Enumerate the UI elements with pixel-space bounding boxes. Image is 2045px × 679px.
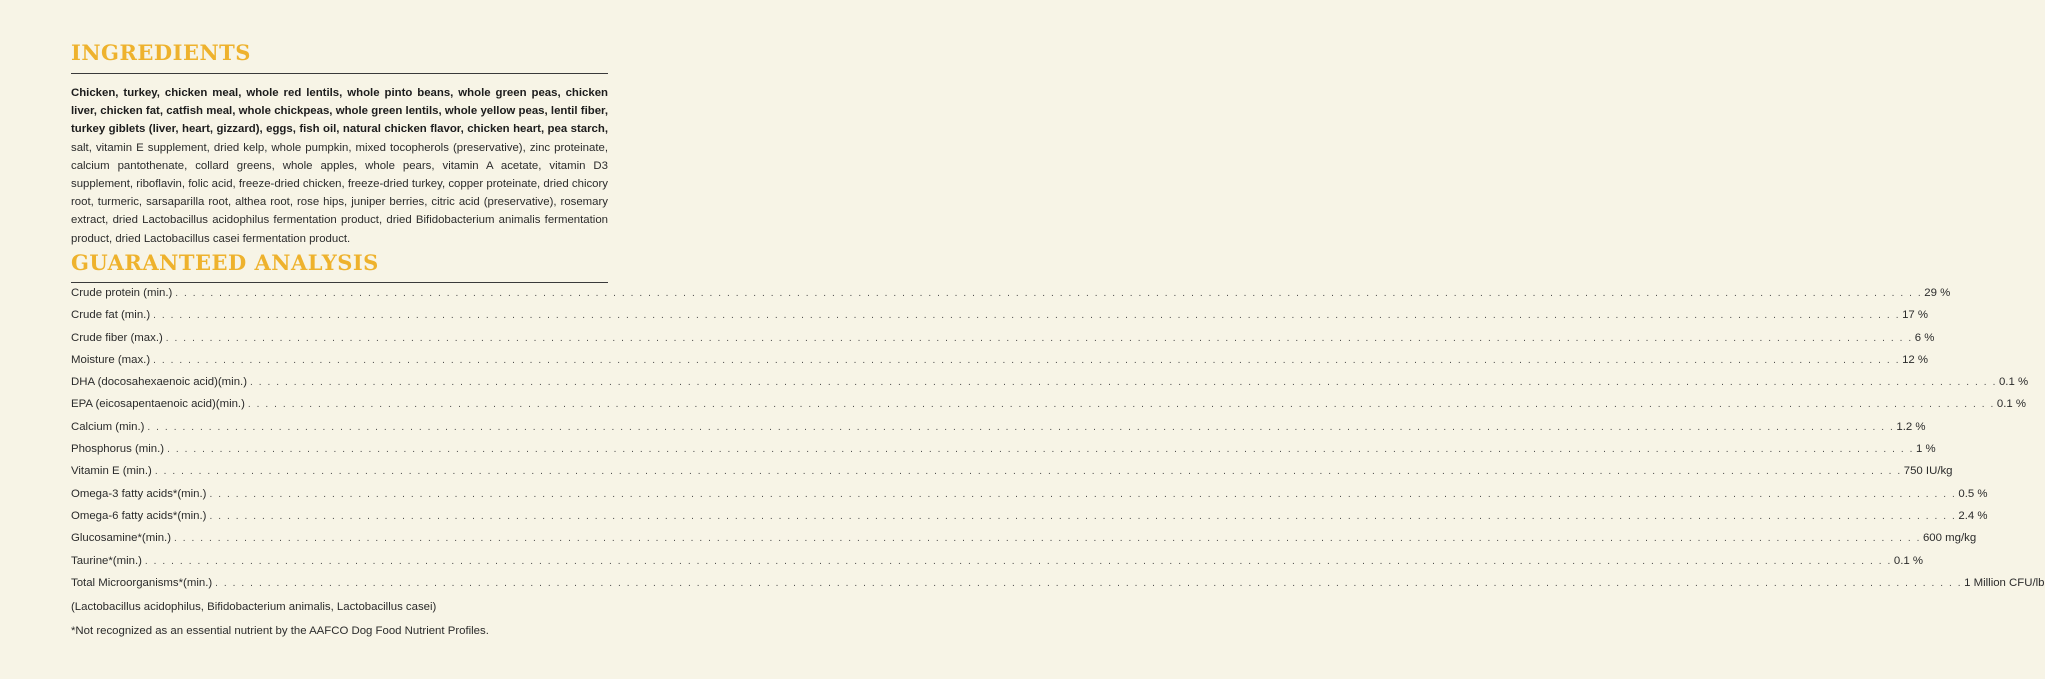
dot-leader: . . . . . . . . . . . . . . . . . . . . . . . . . . . . . . . . . . . . . . . . . . . . . . . . . . . . . . . . . . . . . . . . . . . . . . . . . . . . . . . . . . . . . . . . . . . . . . . . . . . . . . . . . . . . . . . . . . . . . . . . . . . . . . . . . . . . . . . . . . . . . . . . . . . . . . . . . . . . . . . . . . . . . . . . . . . . . . . . . . . . . . . . . . . . . . . . . . . . . . . . [153,310,1901,322]
nutrient-value: 2.4 % [1958,509,1988,522]
dot-leader: . . . . . . . . . . . . . . . . . . . . . . . . . . . . . . . . . . . . . . . . . . . . . . . . . . . . . . . . . . . . . . . . . . . . . . . . . . . . . . . . . . . . . . . . . . . . . . . . . . . . . . . . . . . . . . . . . . . . . . . . . . . . . . . . . . . . . . . . . . . . . . . . . . . . . . . . . . . . . . . . . . . . . . . . . . . . . . . . . . . . . . . . . . . . . . . . . . . . . . . . [147,421,1895,433]
dot-leader: . . . . . . . . . . . . . . . . . . . . . . . . . . . . . . . . . . . . . . . . . . . . . . . . . . . . . . . . . . . . . . . . . . . . . . . . . . . . . . . . . . . . . . . . . . . . . . . . . . . . . . . . . . . . . . . . . . . . . . . . . . . . . . . . . . . . . . . . . . . . . . . . . . . . . . . . . . . . . . . . . . . . . . . . . . . . . . . . . . . . . . . . . . . . . . . . . . . . . . . . [209,488,1957,500]
nutrient-value: 1 % [1916,443,1936,456]
aafco-footnote: *Not recognized as an essential nutrient by the AAFCO Dog Food Nutrient Profiles. [71,625,489,637]
nutrient-name: EPA (eicosapentaenoic acid)(min.) [71,398,245,411]
nutrient-name: DHA (docosahexaenoic acid)(min.) [71,376,247,389]
dot-leader: . . . . . . . . . . . . . . . . . . . . . . . . . . . . . . . . . . . . . . . . . . . . . . . . . . . . . . . . . . . . . . . . . . . . . . . . . . . . . . . . . . . . . . . . . . . . . . . . . . . . . . . . . . . . . . . . . . . . . . . . . . . . . . . . . . . . . . . . . . . . . . . . . . . . . . . . . . . . . . . . . . . . . . . . . . . . . . . . . . . . . . . . . . . . . . . . . . . . . . . . [165,332,1913,344]
nutrient-name: Glucosamine*(min.) [71,532,172,545]
table-row [71,465,1953,487]
ingredients-list [71,84,608,248]
nutrient-name: Taurine*(min.) [71,554,142,567]
dot-leader: . . . . . . . . . . . . . . . . . . . . . . . . . . . . . . . . . . . . . . . . . . . . . . . . . . . . . . . . . . . . . . . . . . . . . . . . . . . . . . . . . . . . . . . . . . . . . . . . . . . . . . . . . . . . . . . . . . . . . . . . . . . . . . . . . . . . . . . . . . . . . . . . . . . . . . . . . . . . . . . . . . . . . . . . . . . . . . . . . . . . . . . . . . . . . . . . . . . . . . . . [250,377,1997,389]
nutrient-name: Crude protein (min.) [71,287,173,299]
table-row [71,509,1988,532]
nutrient-value: 29 % [1924,287,1951,299]
nutrient-value: 0.1 % [1893,554,1923,567]
nutrient-value: 17 % [1902,309,1929,322]
nutrient-value: 0.1 % [1996,398,2026,411]
nutrient-value: 0.5 % [1958,487,1988,500]
analysis-divider [71,282,608,283]
ingredients-secondary: salt, vitamin E supplement, dried kelp, whole pumpkin, mixed tocopherols (preservative), zinc proteinate, calcium pantothenate, collard greens, whole apples, whole pears, vitamin A acetate, vitamin D3 supplement, riboflavin, folic acid, freeze-dried chicken, freeze-dried turkey, copper proteinate, dried chicory root, turmeric, sarsaparilla root, althea root, rose hips, juniper berries, citric acid (preservative), rosemary extract, dried Lactobacillus acidophilus fermentation product, dried Bifidobacterium animalis fermentation product, dried Lactobacillus casei fermentation product. [71,141,608,245]
dot-leader: . . . . . . . . . . . . . . . . . . . . . . . . . . . . . . . . . . . . . . . . . . . . . . . . . . . . . . . . . . . . . . . . . . . . . . . . . . . . . . . . . . . . . . . . . . . . . . . . . . . . . . . . . . . . . . . . . . . . . . . . . . . . . . . . . . . . . . . . . . . . . . . . . . . . . . . . . . . . . . . . . . . . . . . . . . . . . . . . . . . . . . . . . . . . . . . . . . . . . . . . [153,354,1901,366]
nutrient-name: Phosphorus (min.) [71,443,165,456]
dot-leader: . . . . . . . . . . . . . . . . . . . . . . . . . . . . . . . . . . . . . . . . . . . . . . . . . . . . . . . . . . . . . . . . . . . . . . . . . . . . . . . . . . . . . . . . . . . . . . . . . . . . . . . . . . . . . . . . . . . . . . . . . . . . . . . . . . . . . . . . . . . . . . . . . . . . . . . . . . . . . . . . . . . . . . . . . . . . . . . . . . . . . . . . . . . . . . . . . . . . . . . . [215,577,1963,589]
guaranteed-analysis-heading: GUARANTEED ANALYSIS [71,250,379,275]
dot-leader: . . . . . . . . . . . . . . . . . . . . . . . . . . . . . . . . . . . . . . . . . . . . . . . . . . . . . . . . . . . . . . . . . . . . . . . . . . . . . . . . . . . . . . . . . . . . . . . . . . . . . . . . . . . . . . . . . . . . . . . . . . . . . . . . . . . . . . . . . . . . . . . . . . . . . . . . . . . . . . . . . . . . . . . . . . . . . . . . . . . . . . . . . . . . . . . . . . . . . . . . [174,533,1921,545]
table-row [71,487,1988,510]
nutrient-name: Calcium (min.) [71,420,145,433]
table-row [71,554,1923,577]
table-row [71,309,1929,331]
ingredients-primary: Chicken, turkey, chicken meal, whole red lentils, whole pinto beans, whole green peas, chicken liver, chicken fat, catfish meal, whole chickpeas, whole green lentils, whole yellow peas, lentil fiber, turkey giblets (liver, heart, gizzard), eggs, fish oil, natural chicken flavor, chicken heart, pea starch, [71,87,608,136]
table-row [71,576,2045,599]
nutrient-value: 12 % [1902,353,1929,366]
nutrient-name: Moisture (max.) [71,353,151,366]
nutrient-value: 0.1 % [1998,376,2029,389]
dot-leader: . . . . . . . . . . . . . . . . . . . . . . . . . . . . . . . . . . . . . . . . . . . . . . . . . . . . . . . . . . . . . . . . . . . . . . . . . . . . . . . . . . . . . . . . . . . . . . . . . . . . . . . . . . . . . . . . . . . . . . . . . . . . . . . . . . . . . . . . . . . . . . . . . . . . . . . . . . . . . . . . . . . . . . . . . . . . . . . . . . . . . . . . . . . . . . . . . . . . . . . . [247,399,1995,411]
table-row [71,420,1926,443]
dot-leader: . . . . . . . . . . . . . . . . . . . . . . . . . . . . . . . . . . . . . . . . . . . . . . . . . . . . . . . . . . . . . . . . . . . . . . . . . . . . . . . . . . . . . . . . . . . . . . . . . . . . . . . . . . . . . . . . . . . . . . . . . . . . . . . . . . . . . . . . . . . . . . . . . . . . . . . . . . . . . . . . . . . . . . . . . . . . . . . . . . . . . . . . . . . . . . . . . . . . . . . . [167,444,1915,456]
nutrient-value: 6 % [1914,331,1935,344]
dot-leader: . . . . . . . . . . . . . . . . . . . . . . . . . . . . . . . . . . . . . . . . . . . . . . . . . . . . . . . . . . . . . . . . . . . . . . . . . . . . . . . . . . . . . . . . . . . . . . . . . . . . . . . . . . . . . . . . . . . . . . . . . . . . . . . . . . . . . . . . . . . . . . . . . . . . . . . . . . . . . . . . . . . . . . . . . . . . . . . . . . . . . . . . . . . . . . . . . . . . . . . . [154,466,1902,478]
ingredients-heading: INGREDIENTS [71,40,251,65]
nutrient-name: Crude fiber (max.) [71,331,163,344]
nutrient-name: Omega-3 fatty acids*(min.) [71,487,207,500]
table-row [71,398,2026,420]
nutrient-value: 600 mg/kg [1922,532,1977,545]
nutrient-name: Omega-6 fatty acids*(min.) [71,509,207,522]
nutrient-value: 1.2 % [1896,420,1926,433]
organisms-note: (Lactobacillus acidophilus, Bifidobacterium animalis, Lactobacillus casei) [71,601,437,613]
table-row [71,331,1935,354]
dot-leader: . . . . . . . . . . . . . . . . . . . . . . . . . . . . . . . . . . . . . . . . . . . . . . . . . . . . . . . . . . . . . . . . . . . . . . . . . . . . . . . . . . . . . . . . . . . . . . . . . . . . . . . . . . . . . . . . . . . . . . . . . . . . . . . . . . . . . . . . . . . . . . . . . . . . . . . . . . . . . . . . . . . . . . . . . . . . . . . . . . . . . . . . . . . . . . . . . . . . . . . . [144,555,1892,567]
nutrient-value: 750 IU/kg [1903,465,1953,478]
ingredients-divider [71,73,608,74]
table-row [71,532,1977,554]
nutrient-name: Crude fat (min.) [71,309,151,322]
table-row [71,443,1936,465]
table-row [71,376,2029,398]
nutrient-value: 1 Million CFU/lb [1964,576,2045,589]
nutrient-name: Vitamin E (min.) [71,465,152,478]
analysis-table [71,287,2045,599]
dot-leader: . . . . . . . . . . . . . . . . . . . . . . . . . . . . . . . . . . . . . . . . . . . . . . . . . . . . . . . . . . . . . . . . . . . . . . . . . . . . . . . . . . . . . . . . . . . . . . . . . . . . . . . . . . . . . . . . . . . . . . . . . . . . . . . . . . . . . . . . . . . . . . . . . . . . . . . . . . . . . . . . . . . . . . . . . . . . . . . . . . . . . . . . . . . . . . . . . . . . . . . . [175,288,1923,299]
table-row [71,287,1951,309]
table-row [71,353,1929,376]
nutrient-name: Total Microorganisms*(min.) [71,576,213,589]
dot-leader: . . . . . . . . . . . . . . . . . . . . . . . . . . . . . . . . . . . . . . . . . . . . . . . . . . . . . . . . . . . . . . . . . . . . . . . . . . . . . . . . . . . . . . . . . . . . . . . . . . . . . . . . . . . . . . . . . . . . . . . . . . . . . . . . . . . . . . . . . . . . . . . . . . . . . . . . . . . . . . . . . . . . . . . . . . . . . . . . . . . . . . . . . . . . . . . . . . . . . . . . [209,510,1957,522]
